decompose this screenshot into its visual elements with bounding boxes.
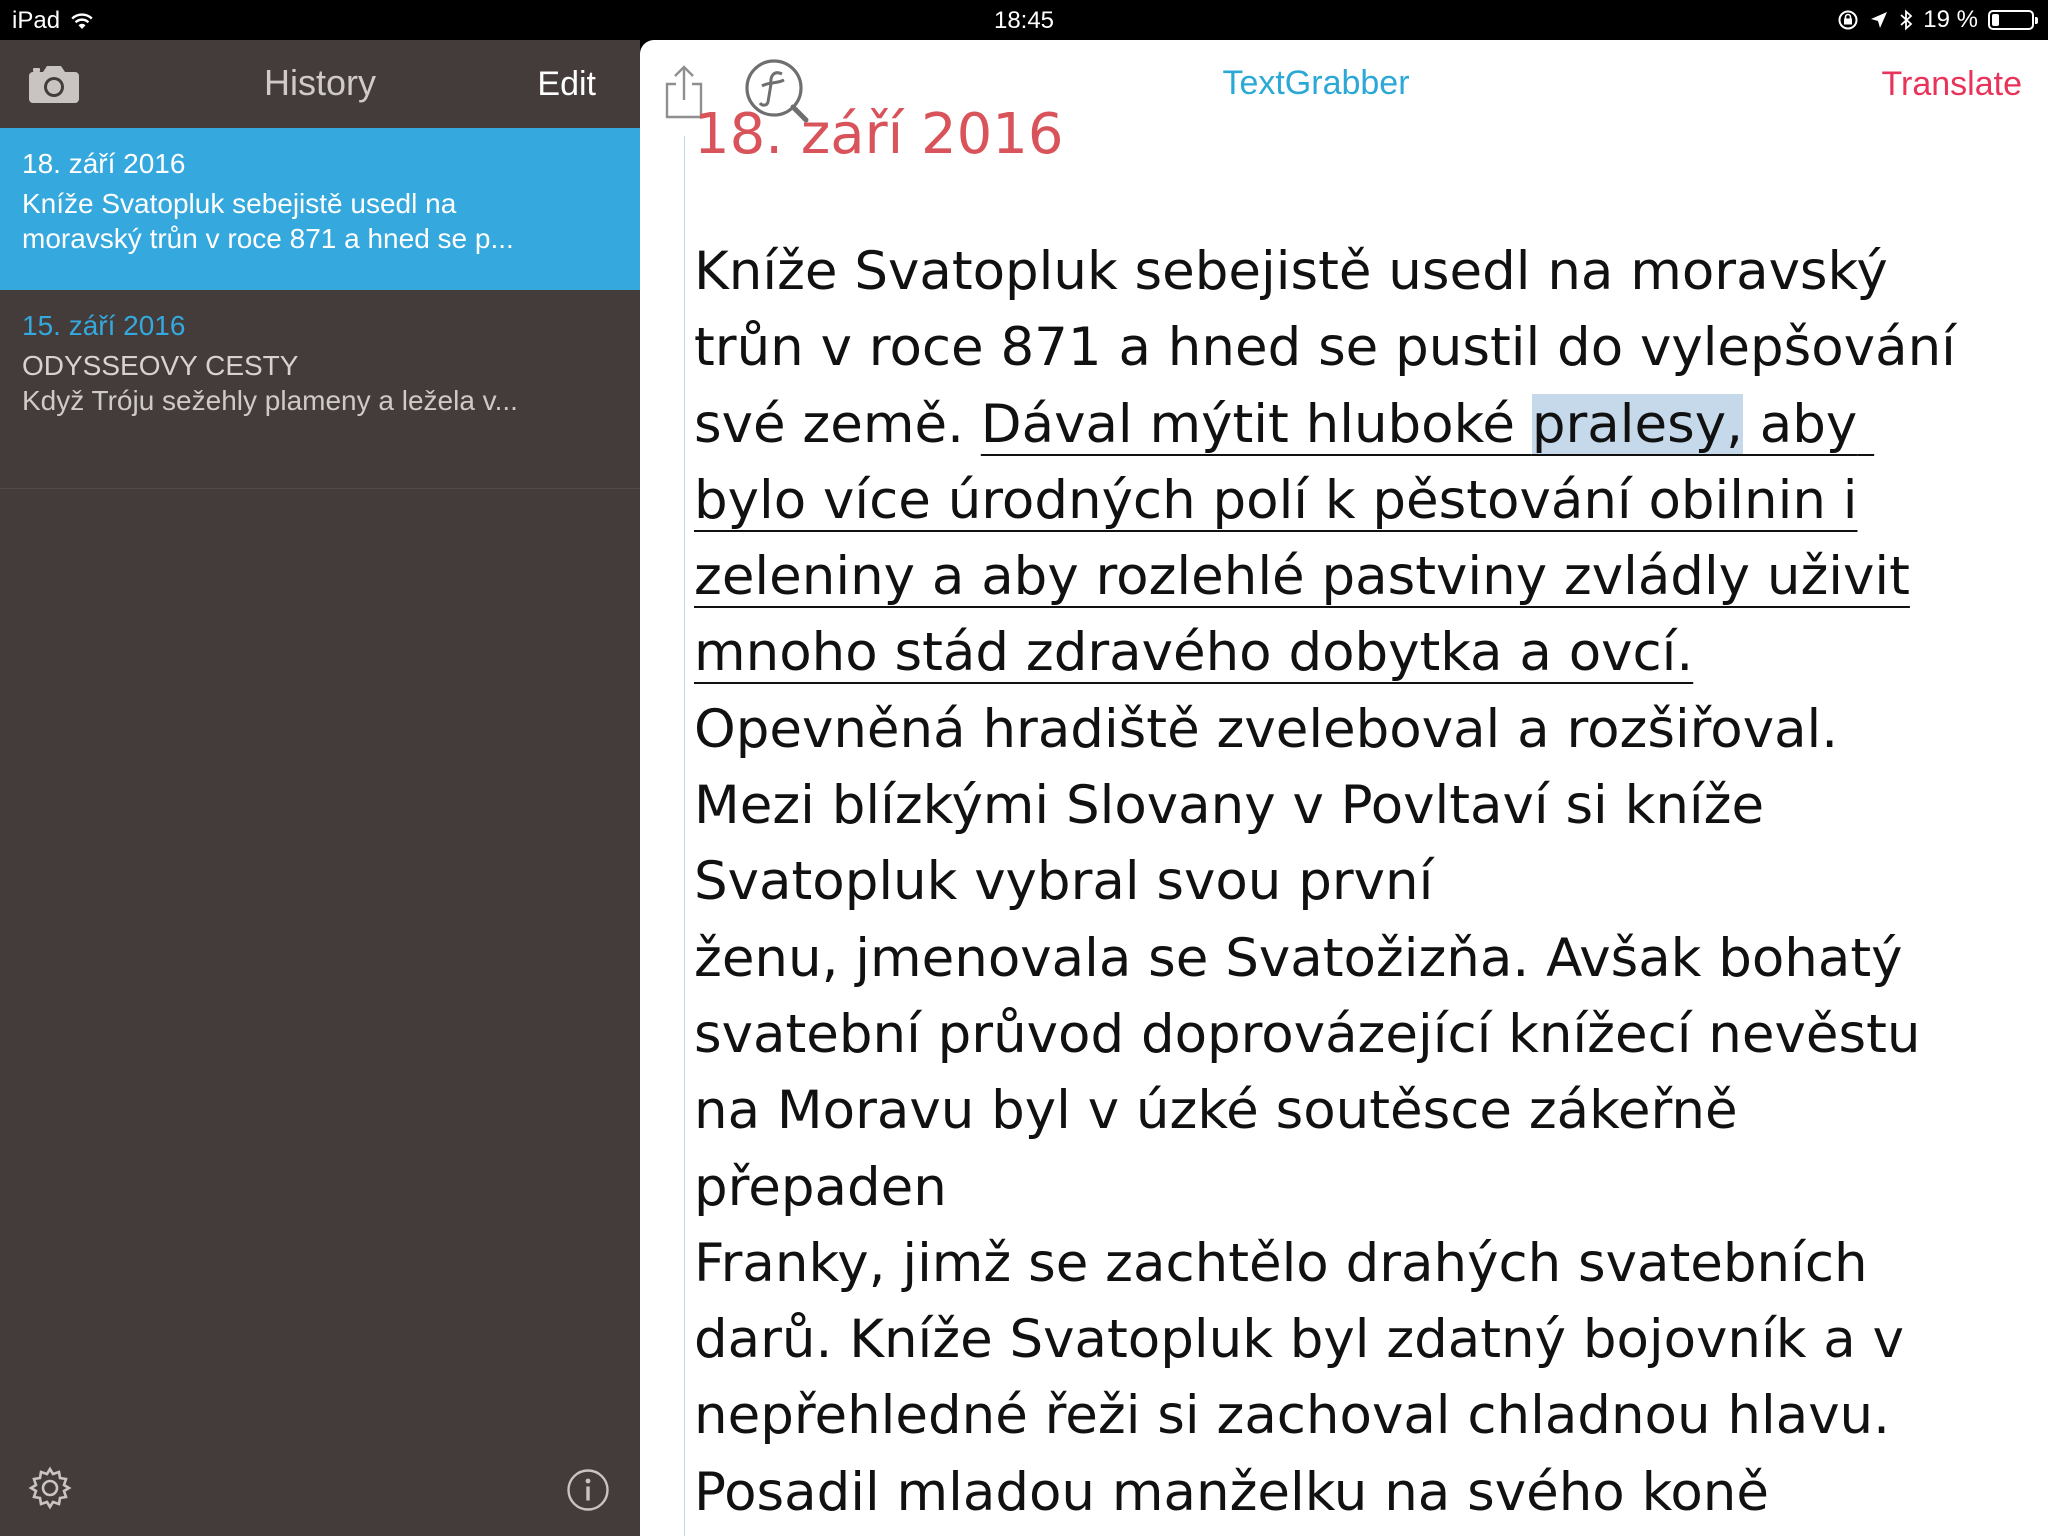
text-line (694, 539, 2024, 615)
underlined-text: mnoho stád zdravého dobytka a ovcí. (694, 622, 1694, 684)
text-line: Kníže Svatopluk sebejistě usedl na moravský (694, 241, 1888, 302)
battery-icon (1988, 10, 2034, 30)
history-item-date: 15. září 2016 (22, 310, 186, 341)
text-line: Franky, jimž se zachtělo drahých svatebních (694, 1232, 1868, 1294)
bluetooth-icon (1899, 9, 1913, 31)
document-date: 18. září 2016 (694, 102, 1064, 167)
text-margin-line (684, 136, 685, 1536)
sidebar-title: History (263, 62, 376, 103)
text-line: Mezi blízkými Slovany v Povltaví si kníže (694, 775, 1765, 837)
text-line: Posadil mladou manželku na svého koně (694, 1461, 1770, 1523)
history-item-preview: Když Tróju sežehly plameny a ležela v... (22, 385, 518, 416)
text-line: na Moravu byl v úzké soutěsce zákeřně (694, 1080, 1738, 1142)
text-line: nepřehledné řeži si zachoval chladnou hlavu. (694, 1385, 1890, 1447)
text-segment: své země. (694, 393, 981, 455)
status-right (1837, 6, 2034, 34)
underlined-text: bylo více úrodných polí k pěstování obilnin i (694, 469, 1858, 531)
translate-button[interactable]: Translate (1881, 65, 2022, 103)
orientation-lock-icon (1837, 9, 1859, 31)
history-item[interactable] (0, 128, 640, 290)
text-line: ženu, jmenovala se Svatožizňa. Avšak bohatý (694, 927, 1903, 989)
info-icon (566, 1468, 610, 1512)
text-line: Svatopluk vybral svou první (694, 851, 1434, 913)
recognized-text-area[interactable] (694, 102, 2024, 1523)
history-item-title: ODYSSEOVY CESTY (22, 350, 299, 381)
text-line (694, 387, 2024, 463)
settings-button[interactable] (26, 1464, 74, 1512)
gear-icon (26, 1464, 74, 1512)
text-line: přepaden (694, 1156, 947, 1218)
history-item[interactable] (0, 290, 640, 488)
list-divider (0, 488, 640, 489)
status-time: 18:45 (993, 7, 1055, 34)
history-item-preview: Kníže Svatopluk sebejistě usedl na (22, 188, 457, 219)
history-sidebar (0, 40, 640, 1536)
highlighted-word[interactable]: pralesy, (1531, 393, 1743, 455)
status-bar (0, 0, 2048, 40)
document-text[interactable] (694, 234, 2024, 1531)
underlined-text (981, 394, 1874, 455)
document-panel (640, 40, 2048, 1536)
sidebar-header (0, 40, 640, 128)
text-line: svatební průvod doprovázející knížecí nevěstu (694, 1003, 1921, 1065)
device-name: iPad (12, 7, 61, 34)
battery-level (1992, 14, 1999, 26)
underlined-text: zeleniny a aby rozlehlé pastviny zvládly uživit (694, 546, 1910, 608)
text-line: darů. Kníže Svatopluk byl zdatný bojovník a v (694, 1309, 1904, 1371)
text-line (694, 463, 2024, 539)
history-item-preview: moravský trůn v roce 871 a hned se p... (22, 223, 514, 254)
battery-percent: 19 % (1923, 6, 1978, 33)
app-title: TextGrabber (1222, 64, 1410, 102)
text-segment: Dával mýtit hluboké (980, 393, 1532, 455)
text-segment: aby (1742, 393, 1858, 455)
info-button[interactable] (566, 1468, 610, 1512)
edit-button[interactable]: Edit (537, 65, 596, 103)
location-arrow-icon (1869, 10, 1889, 30)
text-line: trůn v roce 871 a hned se pustil do vylepšování (694, 317, 1956, 379)
text-line: Opevněná hradiště zveleboval a rozšiřoval. (694, 698, 1839, 760)
history-item-date: 18. září 2016 (22, 148, 186, 179)
text-line (694, 615, 2024, 691)
